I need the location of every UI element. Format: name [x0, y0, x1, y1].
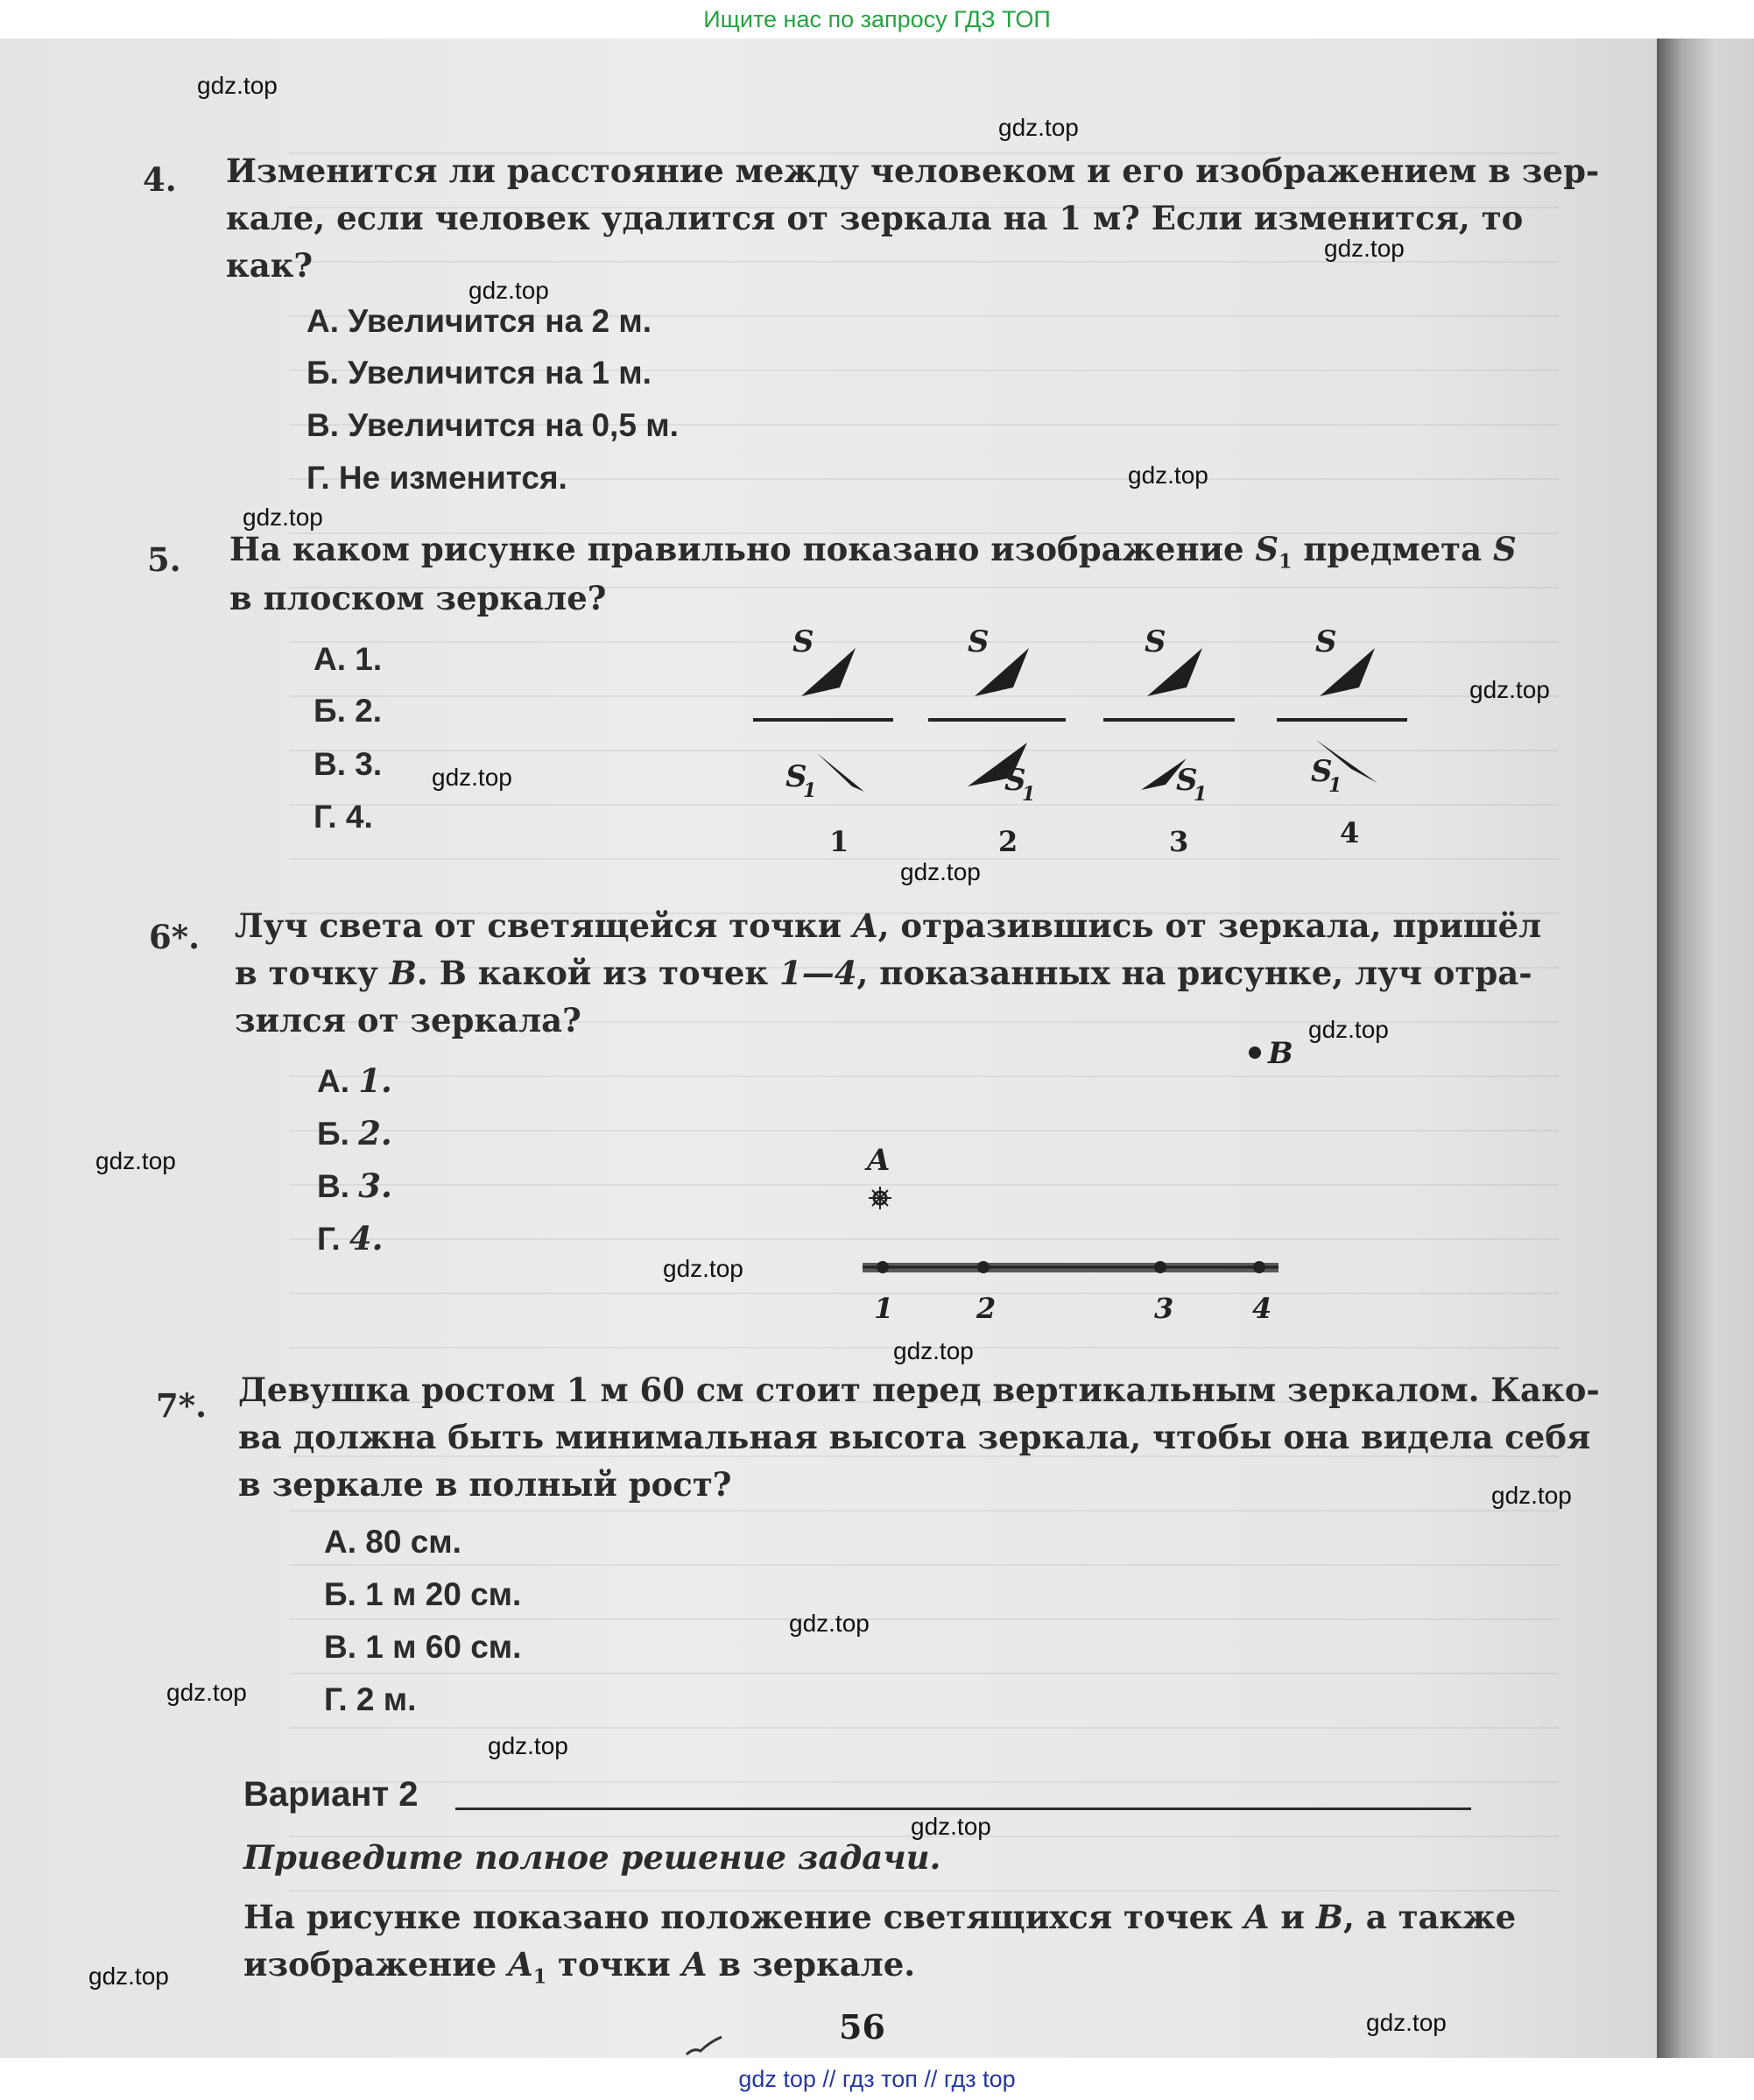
- option-value: 1.: [358, 1061, 392, 1100]
- text-run: . В какой из точек: [416, 954, 779, 992]
- bottom-banner: gdz top // гдз топ // гдз top: [738, 2066, 1016, 2092]
- image-subscript: 1: [1328, 774, 1342, 797]
- watermark: gdz.top: [488, 1732, 568, 1759]
- watermark: gdz.top: [1491, 1482, 1572, 1509]
- light-source-icon: [869, 1187, 891, 1209]
- mirror-point-label: 1: [874, 1292, 894, 1325]
- figure-panel-4: [1277, 624, 1407, 849]
- text-run: , показанных на рисунке, луч отра-: [856, 954, 1532, 992]
- option: А. 1.: [313, 641, 383, 677]
- watermark: gdz.top: [468, 277, 549, 304]
- watermark: gdz.top: [432, 764, 512, 791]
- mirror-point-2: [977, 1261, 990, 1273]
- question-7-line: ва должна быть минимальная высота зеркала, чтобы она видела себя: [238, 1418, 1591, 1456]
- symbol-s: S: [1255, 530, 1279, 568]
- option-value: 3.: [358, 1166, 392, 1205]
- image-label: S: [1176, 763, 1198, 798]
- panel-number: 3: [1169, 825, 1189, 858]
- text-run: изображение: [243, 1945, 509, 1984]
- option: А. 80 см.: [324, 1524, 461, 1560]
- point-symbol: B: [389, 954, 417, 992]
- panel-number: 4: [1340, 816, 1360, 849]
- mirror-point-4: [1253, 1261, 1265, 1273]
- variant-2-instruction: Приведите полное решение задачи.: [243, 1838, 941, 1877]
- page-spine-edge: [1657, 39, 1754, 2058]
- question-4-number: 4.: [143, 160, 177, 199]
- page-number: 56: [839, 2007, 885, 2047]
- symbol-s: S: [1492, 530, 1517, 568]
- option: Г. Не изменится.: [306, 460, 567, 496]
- watermark: gdz.top: [893, 1337, 974, 1364]
- text-run: На каком рисунке правильно показано изображение: [229, 530, 1256, 568]
- figure-panel-3: [1103, 624, 1235, 858]
- mirror-point-label: 2: [976, 1292, 997, 1325]
- text-run: Луч света от светящейся точки: [235, 906, 853, 945]
- option-letter: А.: [317, 1063, 359, 1099]
- panel-number: 1: [829, 825, 849, 858]
- watermark: gdz.top: [88, 1963, 169, 1990]
- watermark: gdz.top: [998, 114, 1079, 141]
- image-subscript: 1: [1194, 783, 1208, 806]
- option-letter: В.: [317, 1168, 359, 1204]
- variant-2-line: [243, 1893, 1516, 1941]
- range-symbol: 1—4: [778, 954, 857, 992]
- text-run: точки: [546, 1945, 682, 1984]
- variant-2-line: [243, 1941, 915, 2000]
- panel-number: 2: [998, 825, 1018, 858]
- option: [317, 1219, 384, 1258]
- text-run: в точку: [235, 954, 390, 992]
- top-banner: Ищите нас по запросу ГДЗ ТОП: [703, 6, 1051, 32]
- point-symbol: A: [852, 906, 878, 945]
- option-letter: Б.: [317, 1116, 359, 1152]
- watermark: gdz.top: [663, 1255, 743, 1282]
- watermark: gdz.top: [1366, 2009, 1447, 2036]
- option: В. 1 м 60 см.: [324, 1629, 522, 1665]
- option: Б. 2.: [313, 693, 383, 729]
- object-label: S: [1315, 624, 1337, 659]
- question-4-line: кале, если человек удалится от зеркала на 1 м? Если изменится, то: [226, 199, 1524, 237]
- option-value: 2.: [358, 1114, 392, 1152]
- pen-mark: [683, 2033, 727, 2060]
- option: В. 3.: [313, 746, 383, 782]
- text-run: , отразившись от зеркала, пришёл: [877, 906, 1542, 945]
- text-run: , а также: [1343, 1898, 1517, 1936]
- watermark: gdz.top: [789, 1610, 870, 1637]
- option: Г. 4.: [313, 799, 373, 835]
- mirror-point-1: [877, 1261, 889, 1273]
- watermark: gdz.top: [1469, 676, 1550, 703]
- watermark: gdz.top: [166, 1679, 247, 1706]
- watermark: gdz.top: [900, 858, 981, 885]
- option-letter: Г.: [317, 1221, 349, 1257]
- object-label: S: [968, 624, 990, 659]
- image-label: S: [1004, 763, 1026, 798]
- point-symbol: A: [681, 1945, 708, 1984]
- option: [317, 1166, 392, 1205]
- watermark: gdz.top: [911, 1813, 991, 1840]
- question-4-line: как?: [226, 246, 313, 285]
- mirror-point-3: [1154, 1261, 1166, 1273]
- object-label: S: [1145, 624, 1166, 659]
- point-b-dot: [1249, 1046, 1261, 1059]
- point-a-label: A: [867, 1143, 891, 1178]
- watermark: gdz.top: [1308, 1016, 1389, 1043]
- option-value: 4.: [349, 1219, 384, 1258]
- option: А. Увеличится на 2 м.: [306, 303, 652, 339]
- text-run: предмета: [1292, 530, 1493, 568]
- mirror-point-label: 3: [1154, 1292, 1174, 1325]
- option: В. Увеличится на 0,5 м.: [306, 407, 679, 443]
- question-6-number: 6*.: [149, 918, 200, 956]
- question-6-line: [235, 949, 1532, 997]
- scanned-page: [0, 39, 1657, 2058]
- point-symbol: A: [508, 1945, 533, 1984]
- subscript: 1: [1279, 550, 1293, 574]
- point-symbol: A: [1243, 1898, 1270, 1936]
- mirror-point-label: 4: [1252, 1292, 1272, 1325]
- watermark: gdz.top: [1324, 235, 1405, 262]
- option: Б. Увеличится на 1 м.: [306, 355, 652, 391]
- option: [317, 1114, 392, 1152]
- image-label: S: [785, 759, 807, 794]
- option: Г. 2 м.: [324, 1681, 417, 1717]
- text-run: в зеркале.: [707, 1945, 916, 1984]
- question-7-line: в зеркале в полный рост?: [238, 1465, 732, 1504]
- question-7-line: Девушка ростом 1 м 60 см стоит перед вертикальным зеркалом. Како-: [238, 1371, 1600, 1409]
- question-4-line: Изменится ли расстояние между человеком и его изображением в зер-: [226, 152, 1600, 190]
- variant-2-rule: [455, 1808, 1471, 1810]
- option: Б. 1 м 20 см.: [324, 1576, 522, 1612]
- watermark: gdz.top: [243, 504, 323, 531]
- question-5-figure: [749, 622, 1397, 863]
- text-run: На рисунке показано положение светящихся точек: [243, 1898, 1244, 1936]
- option: [317, 1061, 392, 1100]
- point-symbol: B: [1315, 1898, 1343, 1936]
- figure-panel-1: [753, 624, 893, 858]
- watermark: gdz.top: [197, 72, 278, 99]
- question-6-figure: [841, 1016, 1314, 1331]
- subscript: 1: [532, 1965, 547, 1989]
- watermark: gdz.top: [95, 1147, 176, 1174]
- question-5-number: 5.: [147, 540, 181, 579]
- point-b-label: B: [1268, 1036, 1293, 1071]
- image-subscript: 1: [1022, 783, 1036, 806]
- question-5-line: в плоском зеркале?: [229, 579, 607, 617]
- text-run: и: [1269, 1898, 1316, 1936]
- image-label: S: [1311, 754, 1333, 789]
- image-subscript: 1: [803, 779, 817, 802]
- object-label: S: [792, 624, 814, 659]
- question-6-line: зился от зеркала?: [235, 1001, 581, 1039]
- question-6-line: [235, 902, 1541, 949]
- question-7-number: 7*.: [156, 1386, 207, 1425]
- image-arrow: [817, 753, 864, 792]
- watermark: gdz.top: [1128, 462, 1208, 489]
- variant-2-title: Вариант 2: [243, 1775, 419, 1814]
- figure-panel-2: [928, 624, 1066, 858]
